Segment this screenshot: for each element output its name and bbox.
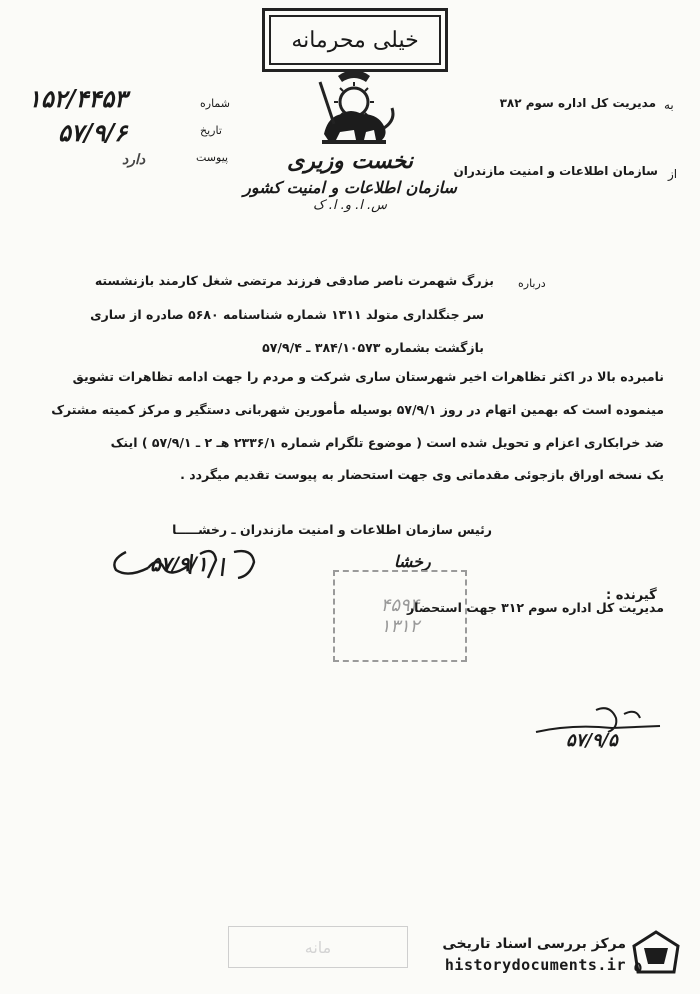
date-label: تاریخ [200, 124, 222, 137]
subject-line: بزرگ شهمرت ناصر صادقی فرزند مرتضی شغل کارمند بازنشسته [94, 273, 494, 288]
attachment-value: دارد [122, 152, 146, 168]
footer-organization: مرکز بررسی اسناد تاریخی [442, 936, 626, 952]
to-value: مدیریت کل اداره سوم ۳۸۲ [499, 96, 656, 110]
classification-text: خیلی محرمانه [291, 27, 419, 53]
recipient-label: گیرنده : [606, 588, 657, 603]
subject-label: درباره [518, 277, 546, 290]
subject-line: سر جنگلداری متولد ۱۳۱۱ شماره شناسنامه ۵۶۸۰ صادره از ساری [90, 307, 484, 322]
page-number: ۵ [634, 960, 642, 975]
body-line: ضد خرابکاری اعزام و تحویل شده است ( موضوع تلگرام شماره ۲۳۳۶/۱ هـ ۲ ـ ۵۷/۹/۱ ) اینک [110, 435, 664, 450]
from-label: از [668, 167, 678, 181]
number-label: شماره [200, 97, 231, 110]
from-value: سازمان اطلاعات و امنیت مازندران [453, 164, 658, 178]
stamp-line: ۱۳۱۲ [380, 616, 420, 637]
body-line: مینموده است که بهمین اتهام در روز ۵۷/۹/۱ بوسیله مأمورین شهربانی دستگیر و مرکز کمیته مشترک [51, 402, 664, 417]
ministry-subtitle: سازمان اطلاعات و امنیت کشور [243, 178, 457, 197]
recipient-value: مدیریت کل اداره سوم ۳۱۲ جهت استحضار [406, 600, 664, 615]
stamp-line: ۴۵۹۴ [380, 595, 420, 616]
ministry-code: س. ا. و. ا. ک [312, 198, 388, 213]
footer-url: historydocuments.ir [444, 956, 626, 974]
body-line: نامبرده بالا در اکثر تظاهرات اخیر شهرستان ساری شرکت و مردم را جهت ادامه تظاهرات تشویق [72, 369, 664, 384]
received-stamp [333, 570, 467, 662]
signatory-title: رئیس سازمان اطلاعات و امنیت مازندران ـ رخشـــــا [172, 522, 492, 537]
lion-and-sun-emblem-icon [308, 64, 400, 146]
subject-line: بازگشت بشماره ۳۸۴/۱۰۵۷۳ ـ ۵۷/۹/۴ [262, 340, 484, 355]
signature-date: ۵۷/۹/۱ [150, 552, 208, 576]
to-label: به [664, 98, 674, 112]
number-value: ۱۵۲/۴۴۵۳ [28, 84, 127, 113]
faint-stamp-text: مانه [304, 937, 332, 957]
ministry-title: نخست وزیری [287, 148, 413, 174]
signature-initials: رخشا [394, 552, 431, 571]
date-value: ۵۷/۹/۶ [58, 118, 128, 147]
body-line: یک نسخه اوراق بازجوئی مقدماتی وی جهت استحضار به پیوست تقدیم میگردد . [180, 467, 664, 482]
classification-stamp [262, 8, 448, 72]
bottom-signature-date: ۵۷/۹/۵ [566, 730, 618, 751]
attachment-label: پیوست [196, 151, 229, 164]
faint-stamp [228, 926, 408, 968]
